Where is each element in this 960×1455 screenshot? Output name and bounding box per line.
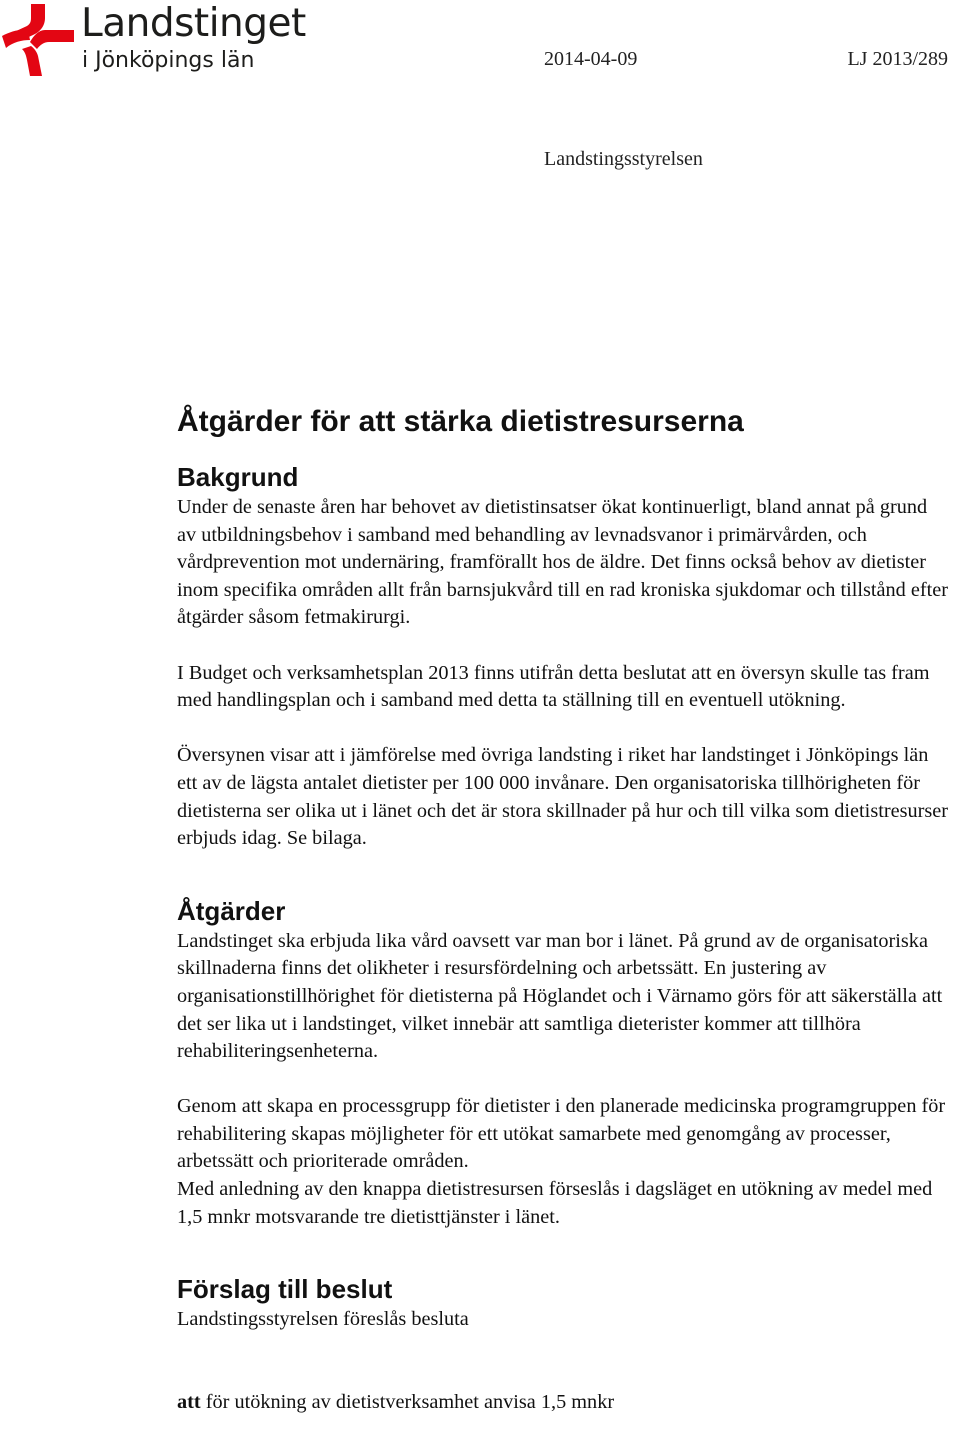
document-date: 2014-04-09 bbox=[544, 48, 638, 70]
document-title: Åtgärder för att stärka dietistresurserna bbox=[177, 405, 744, 438]
document-body bbox=[177, 404, 949, 1416]
decision-keyword: att bbox=[177, 1390, 201, 1413]
measures-paragraph-1: Landstinget ska erbjuda lika vård oavsett var man bor i länet. På grund av de organisatoriska skillnaderna finns det olikheter i resursfördelning och arbetssätt. En justering av organisationstillhörighet för dietisterna på Höglandet och i Värnamo görs för att säkerställa att det ser lika ut i landstinget, vilket innebär att samtliga dieterister kommer att tillhöra rehabiliteringsenheterna. bbox=[177, 929, 943, 1063]
background-section bbox=[177, 460, 949, 853]
decision-text: för utökning av dietistverksamhet anvisa 1,5 mnkr bbox=[200, 1390, 615, 1413]
measures-heading: Åtgärder bbox=[177, 895, 286, 926]
landstinget-logo-icon bbox=[0, 2, 76, 78]
organization-logo bbox=[0, 0, 320, 80]
background-paragraph-2: I Budget och verksamhetsplan 2013 finns utifrån detta beslutat att en översyn skulle tas fram med handlingsplan och i samband med detta ta ställning till en eventuell utökning. bbox=[177, 661, 930, 712]
logo-mark-lower bbox=[22, 46, 42, 76]
background-paragraph-3: Översynen visar att i jämförelse med övriga landsting i riket har landstinget i Jönköpings län ett av de lägsta antalet dietister per 100 000 invånare. Den organisatoriska tillhörigheten för dietisterna ser olika ut i länet och det är stora skillnader på hur och till vilka som dietistresurser erbjuds idag. Se bilaga. bbox=[177, 744, 949, 850]
proposal-decision bbox=[177, 1389, 949, 1417]
background-paragraph-1: Under de senaste åren har behovet av dietistinsatser ökat kontinuerligt, bland annat på grund av utbildningsbehov i samband med behandling av levnadsvanor i primärvården, och vårdprevention mot undernäring, framförallt hos de äldre. Det finns också behov av dietister inom specifika områden allt från barnsjukvård till en rad kroniska sjukdomar och tillstånd efter åtgärder såsom fetmakirurgi. bbox=[177, 496, 949, 629]
logo-subtitle: i Jönköpings län bbox=[82, 48, 255, 73]
measures-section bbox=[177, 894, 949, 1232]
logo-mark-left bbox=[2, 30, 30, 48]
document-reference: LJ 2013/289 bbox=[847, 48, 948, 70]
proposal-intro: Landstingsstyrelsen föreslås besluta bbox=[177, 1308, 469, 1331]
background-heading: Bakgrund bbox=[177, 462, 299, 492]
recipient: Landstingsstyrelsen bbox=[544, 148, 703, 170]
logo-name: Landstinget bbox=[81, 1, 306, 46]
measures-paragraph-2: Genom att skapa en processgrupp för dietister i den planerade medicinska programgruppen för rehabilitering skapas möjligheter för ett utökat samarbete med genomgång av processer, arbetssätt och prioriterade områden. bbox=[177, 1095, 946, 1173]
proposal-heading: Förslag till beslut bbox=[177, 1274, 393, 1305]
measures-paragraph-3: Med anledning av den knappa dietistresursen förseslås i dagsläget en utökning av medel med 1,5 mnkr motsvarande tre dietisttjänster i länet. bbox=[177, 1178, 933, 1228]
proposal-section bbox=[177, 1272, 949, 1416]
